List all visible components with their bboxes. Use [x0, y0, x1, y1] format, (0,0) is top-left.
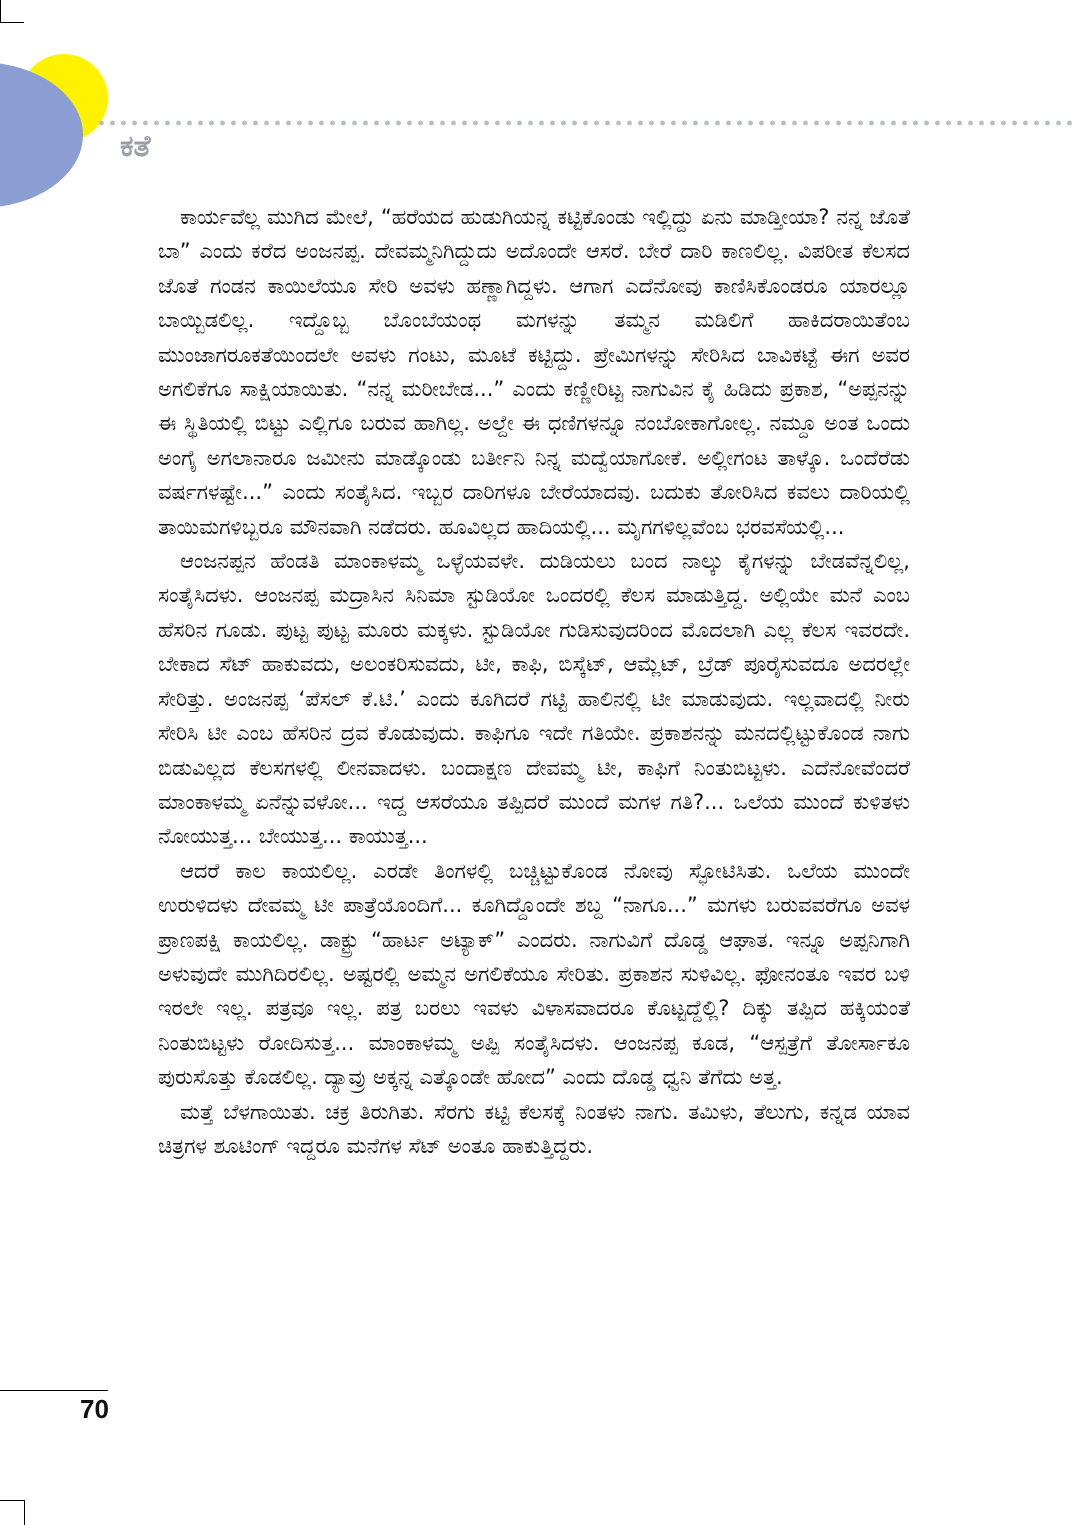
dotted-rule [96, 119, 1072, 127]
crop-mark-bottom-vertical [24, 1500, 25, 1525]
paragraph-2: ಆಂಜನಪ್ಪನ ಹೆಂಡತಿ ಮಾಂಕಾಳಮ್ಮ ಒಳ್ಳೆಯವಳೇ. ದುಡಿಯಲು ಬಂದ ನಾಲ್ಕು ಕೈಗಳನ್ನು ಬೇಡವೆನ್ನಲಿಲ್ಲ, ಸಂತೈಸಿದಳು. ಆಂಜನಪ್ಪ ಮದ್ರಾಸಿನ ಸಿನಿಮಾ ಸ್ಟುಡಿಯೋ ಒಂದರಲ್ಲಿ ಕೆಲಸ ಮಾಡುತ್ತಿದ್ದ. ಅಲ್ಲಿಯೇ ಮನೆ ಎಂಬ ಹೆಸರಿನ ಗೂಡು. ಪುಟ್ಟ ಪುಟ್ಟ ಮೂರು ಮಕ್ಕಳು. ಸ್ಟುಡಿಯೋ ಗುಡಿಸುವುದರಿಂದ ಮೊದಲಾಗಿ ಎಲ್ಲ ಕೆಲಸ ಇವರದೇ. ಬೇಕಾದ ಸೆಟ್ ಹಾಕುವದು, ಅಲಂಕರಿಸುವದು, ಟೀ, ಕಾಫಿ, ಬಿಸ್ಕೆಟ್, ಆಮ್ಲೆಟ್, ಬ್ರೆಡ್ ಪೂರೈಸುವದೂ ಅದರಲ್ಲೇ ಸೇರಿತ್ತು. ಅಂಜನಪ್ಪ ‘ಪೆಸಲ್ ಕೆ.ಟಿ.’ ಎಂದು ಕೂಗಿದರೆ ಗಟ್ಟಿ ಹಾಲಿನಲ್ಲಿ ಟೀ ಮಾಡುವುದು. ಇಲ್ಲವಾದಲ್ಲಿ ನೀರು ಸೇರಿಸಿ ಟೀ ಎಂಬ ಹೆಸರಿನ ದ್ರವ ಕೊಡುವುದು. ಕಾಫಿಗೂ ಇದೇ ಗತಿಯೇ. ಪ್ರಕಾಶನನ್ನು ಮನದಲ್ಲಿಟ್ಟುಕೊಂಡ ನಾಗು ಬಿಡುವಿಲ್ಲದ ಕೆಲಸಗಳಲ್ಲಿ ಲೀನವಾದಳು. ಬಂದಾಕ್ಷಣ ದೇವಮ್ಮ ಟೀ, ಕಾಫಿಗೆ ನಿಂತುಬಿಟ್ಟಳು. ಎದೆನೋವೆಂದರೆ ಮಾಂಕಾಳಮ್ಮ ಏನೆನ್ನುವಳೋ... ಇದ್ದ ಆಸರೆಯೂ ತಪ್ಪಿದರೆ ಮುಂದೆ ಮಗಳ ಗತಿ?... ಒಲೆಯ ಮುಂದೆ ಕುಳಿತಳು ನೋಯುತ್ತ... ಬೇಯುತ್ತ... ಕಾಯುತ್ತ... [158, 549, 910, 849]
paragraph-4: ಮತ್ತೆ ಬೆಳಗಾಯಿತು. ಚಕ್ರ ತಿರುಗಿತು. ಸೆರಗು ಕಟ್ಟಿ ಕೆಲಸಕ್ಕೆ ನಿಂತಳು ನಾಗು. ತಮಿಳು, ತೆಲುಗು, ಕನ್ನಡ ಯಾವ ಚಿತ್ರಗಳ ಶೂಟಿಂಗ್ ಇದ್ದರೂ ಮನೆಗಳ ಸೆಟ್ ಅಂತೂ ಹಾಕುತ್ತಿದ್ದರು. [158, 1099, 910, 1158]
paragraph-3: ಆದರೆ ಕಾಲ ಕಾಯಲಿಲ್ಲ. ಎರಡೇ ತಿಂಗಳಲ್ಲಿ ಬಚ್ಚಿಟ್ಟುಕೊಂಡ ನೋವು ಸ್ಫೋಟಿಸಿತು. ಒಲೆಯ ಮುಂದೇ ಉರುಳಿದಳು ದೇವಮ್ಮ ಟೀ ಪಾತ್ರೆಯೊಂದಿಗೆ... ಕೂಗಿದ್ದೊಂದೇ ಶಬ್ದ “ನಾಗೂ...” ಮಗಳು ಬರುವವರೆಗೂ ಅವಳ ಪ್ರಾಣಪಕ್ಷಿ ಕಾಯಲಿಲ್ಲ. ಡಾಕ್ಟ್ರು “ಹಾರ್ಟ ಅಟ್ಯಾಕ್” ಎಂದರು. ನಾಗುವಿಗೆ ದೊಡ್ಡ ಆಘಾತ. ಇನ್ನೂ ಅಪ್ಪನಿಗಾಗಿ ಅಳುವುದೇ ಮುಗಿದಿರಲಿಲ್ಲ. ಅಷ್ಟರಲ್ಲಿ ಅಮ್ಮನ ಅಗಲಿಕೆಯೂ ಸೇರಿತು. ಪ್ರಕಾಶನ ಸುಳಿವಿಲ್ಲ. ಫೋನಂತೂ ಇವರ ಬಳಿ ಇರಲೇ ಇಲ್ಲ. ಪತ್ರವೂ ಇಲ್ಲ. ಪತ್ರ ಬರಲು ಇವಳು ವಿಳಾಸವಾದರೂ ಕೊಟ್ಟದ್ದೆಲ್ಲಿ? ದಿಕ್ಕು ತಪ್ಪಿದ ಹಕ್ಕಿಯಂತೆ ನಿಂತುಬಿಟ್ಟಳು ರೋದಿಸುತ್ತ... ಮಾಂಕಾಳಮ್ಮ ಅಪ್ಪಿ ಸಂತೈಸಿದಳು. ಆಂಜನಪ್ಪ ಕೂಡ, “ಆಸ್ಪತ್ರೆಗೆ ತೋರ್ಸಾಕೂ ಪುರುಸೊತ್ತು ಕೊಡಲಿಲ್ಲ. ದ್ಯಾವ್ರು ಅಕ್ಕನ್ನ ಎತ್ಕೊಂಡೇ ಹೋದ” ಎಂದು ದೊಡ್ಡ ಧ್ವನಿ ತೆಗೆದು ಅತ್ತ. [158, 858, 910, 1090]
crop-mark-top-horizontal [0, 22, 24, 23]
crop-mark-bottom-horizontal [0, 1500, 24, 1501]
crop-mark-top-vertical [0, 0, 1, 22]
story-body [158, 200, 910, 1163]
paragraph-1: ಕಾರ್ಯವೆಲ್ಲ ಮುಗಿದ ಮೇಲೆ, “ಹರೆಯದ ಹುಡುಗಿಯನ್ನ ಕಟ್ಟಿಕೊಂಡು ಇಲ್ಲಿದ್ದು ಏನು ಮಾಡ್ತೀಯಾ? ನನ್ನ ಜೊತೆ ಬಾ” ಎಂದು ಕರೆದ ಅಂಜನಪ್ಪ. ದೇವಮ್ಮನಿಗಿದ್ದುದು ಅದೊಂದೇ ಆಸರೆ. ಬೇರೆ ದಾರಿ ಕಾಣಲಿಲ್ಲ. ವಿಪರೀತ ಕೆಲಸದ ಜೊತೆ ಗಂಡನ ಕಾಯಿಲೆಯೂ ಸೇರಿ ಅವಳು ಹಣ್ಣಾಗಿದ್ದಳು. ಆಗಾಗ ಎದೆನೋವು ಕಾಣಿಸಿಕೊಂಡರೂ ಯಾರಲ್ಲೂ ಬಾಯ್ಬಿಡಲಿಲ್ಲ. ಇದ್ದೊಬ್ಬ ಬೊಂಬೆಯಂಥ ಮಗಳನ್ನು ತಮ್ಮನ ಮಡಿಲಿಗೆ ಹಾಕಿದರಾಯಿತೆಂಬ ಮುಂಜಾಗರೂಕತೆಯಿಂದಲೇ ಅವಳು ಗಂಟು, ಮೂಟೆ ಕಟ್ಟಿದ್ದು. ಪ್ರೇಮಿಗಳನ್ನು ಸೇರಿಸಿದ ಬಾವಿಕಟ್ಟೆ ಈಗ ಅವರ ಅಗಲಿಕೆಗೂ ಸಾಕ್ಷಿಯಾಯಿತು. “ನನ್ನ ಮರೀಬೇಡ...” ಎಂದು ಕಣ್ಣೀರಿಟ್ಟ ನಾಗುವಿನ ಕೈ ಹಿಡಿದು ಪ್ರಕಾಶ, “ಅಪ್ಪನನ್ನು ಈ ಸ್ಥಿತಿಯಲ್ಲಿ ಬಿಟ್ಟು ಎಲ್ಲಿಗೂ ಬರುವ ಹಾಗಿಲ್ಲ. ಅಲ್ದೇ ಈ ಧಣಿಗಳನ್ನೂ ನಂಬೋಕಾಗೋಲ್ಲ. ನಮ್ದೂ ಅಂತ ಒಂದು ಅಂಗೈ ಅಗಲಾನಾರೂ ಜಮೀನು ಮಾಡ್ಕೊಂಡು ಬರ್ತೀನಿ ನಿನ್ನ ಮದ್ವೆಯಾಗೋಕೆ. ಅಲ್ಲೀಗಂಟ ತಾಳ್ಕೊ. ಒಂದೆರೆಡು ವರ್ಷಗಳಷ್ಟೇ...” ಎಂದು ಸಂತೈಸಿದ. ಇಬ್ಬರ ದಾರಿಗಳೂ ಬೇರೆಯಾದವು. ಬದುಕು ತೋರಿಸಿದ ಕವಲು ದಾರಿಯಲ್ಲಿ ತಾಯಿಮಗಳಿಬ್ಬರೂ ಮೌನವಾಗಿ ನಡೆದರು. ಹೂವಿಲ್ಲದ ಹಾದಿಯಲ್ಲಿ... ಮೃಗಗಳಿಲ್ಲವೆಂಬ ಭರವಸೆಯಲ್ಲಿ... [158, 205, 910, 539]
section-label: ಕತೆ [120, 129, 151, 164]
page-number: 70 [80, 1394, 109, 1424]
page-number-rule [0, 1390, 108, 1391]
